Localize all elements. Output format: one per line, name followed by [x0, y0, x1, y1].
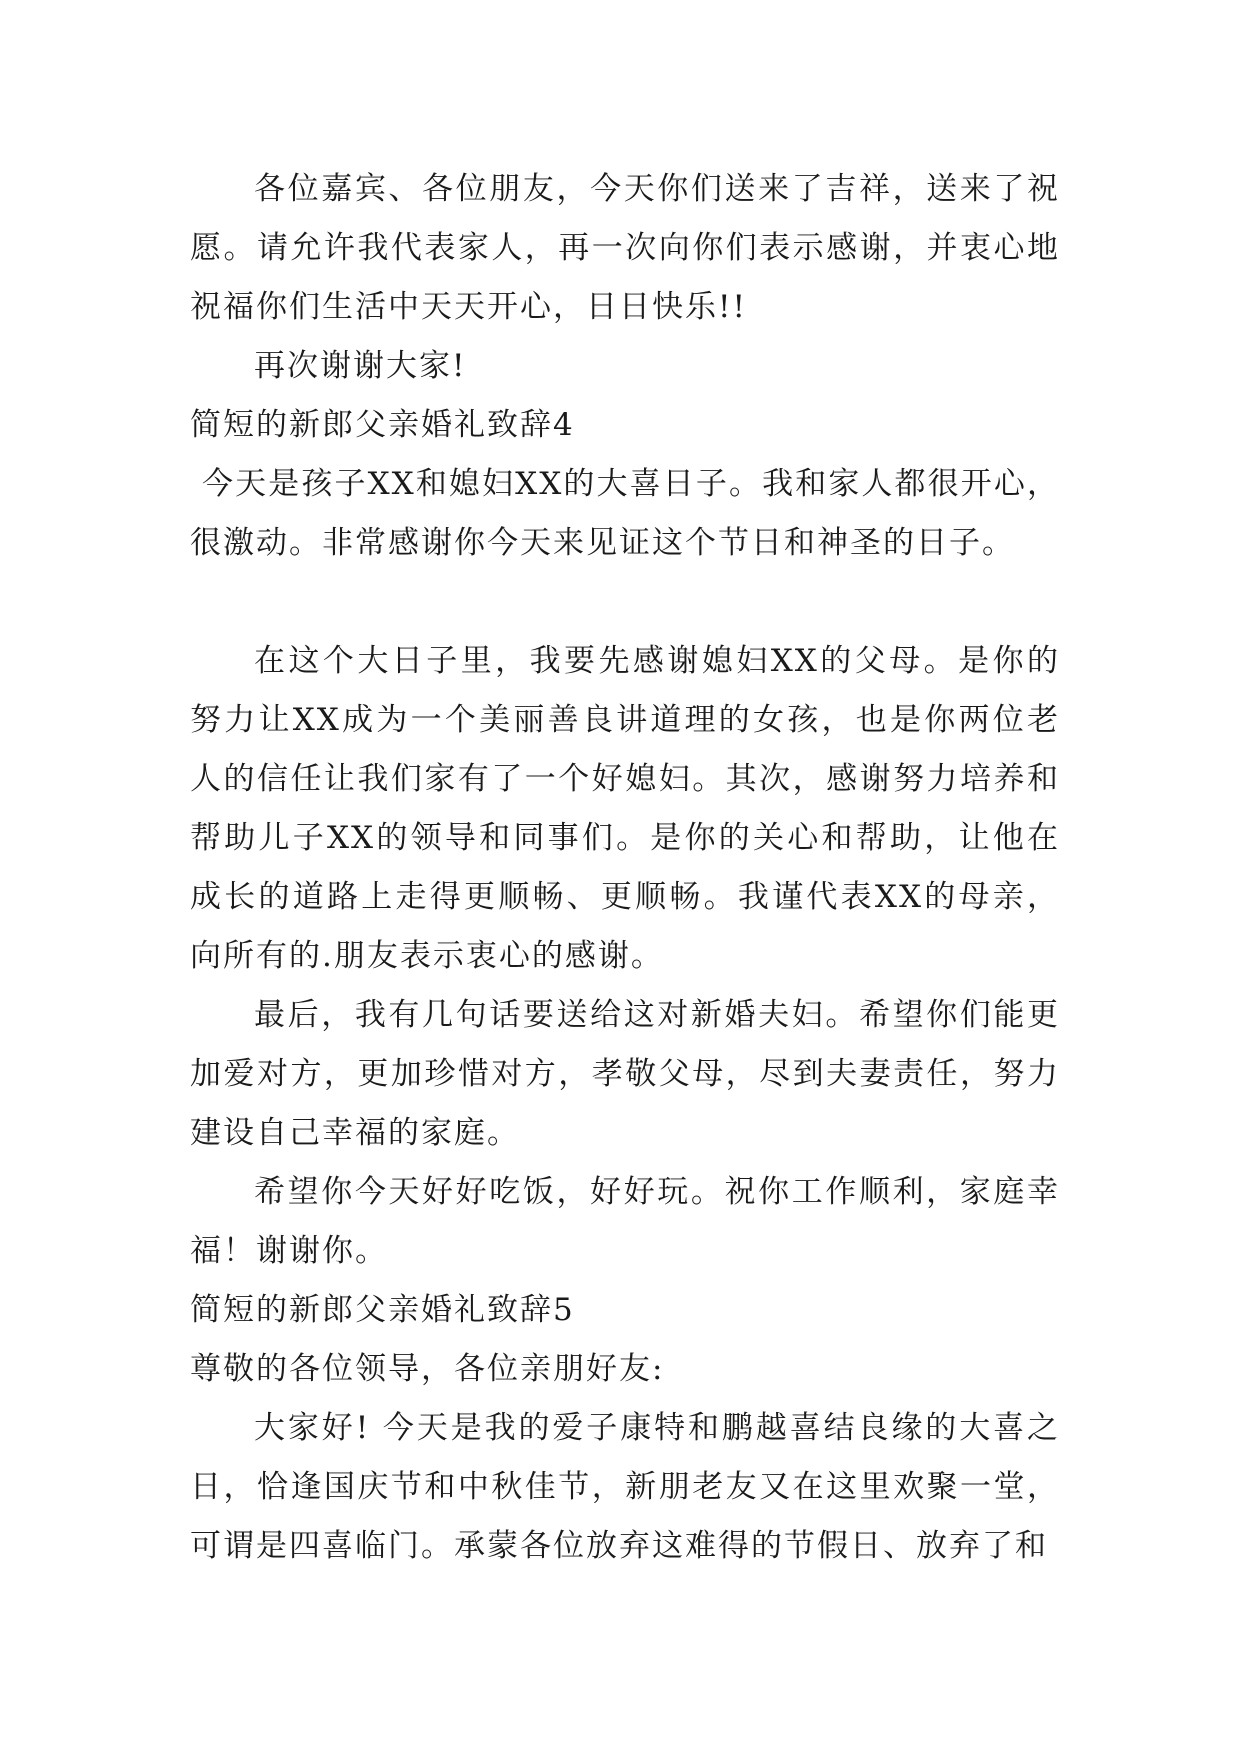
document-body — [190, 160, 1060, 1576]
blank-line — [190, 573, 1060, 632]
paragraph-greeting: 大家好! 今天是我的爱子康特和鹏越喜结良缘的大喜之日，恰逢国庆节和中秋佳节，新朋老友又在这里欢聚一堂，可谓是四喜临门。承蒙各位放弃这难得的节假日、放弃了和 — [190, 1410, 1060, 1564]
paragraph-closing-wishes: 希望你今天好好吃饭，好好玩。祝你工作顺利，家庭幸福！谢谢你。 — [190, 1174, 1060, 1269]
section-heading-4: 简短的新郎父亲婚礼致辞4 — [190, 407, 575, 443]
paragraph-wedding-day: 今天是孩子XX和媳妇XX的大喜日子。我和家人都很开心，很激动。非常感谢你今天来见证这个节日和神圣的日子。 — [190, 466, 1060, 561]
paragraph-thanks-again: 再次谢谢大家! — [254, 348, 467, 384]
paragraph-thanks-guests: 各位嘉宾、各位朋友，今天你们送来了吉祥，送来了祝愿。请允许我代表家人，再一次向你们表示感谢，并衷心地祝福你们生活中天天开心，日日快乐!! — [190, 171, 1060, 325]
section-heading-5: 简短的新郎父亲婚礼致辞5 — [190, 1292, 575, 1328]
paragraph-advice-couple: 最后，我有几句话要送给这对新婚夫妇。希望你们能更加爱对方，更加珍惜对方，孝敬父母，尽到夫妻责任，努力建设自己幸福的家庭。 — [190, 997, 1060, 1151]
paragraph-thank-parents: 在这个大日子里，我要先感谢媳妇XX的父母。是你的努力让XX成为一个美丽善良讲道理的女孩，也是你两位老人的信任让我们家有了一个好媳妇。其次，感谢努力培养和帮助儿子XX的领导和同事们。是你的关心和帮助，让他在成长的道路上走得更顺畅、更顺畅。我谨代表XX的母亲，向所有的.朋友表示衷心的感谢。 — [190, 643, 1060, 974]
paragraph-salutation: 尊敬的各位领导，各位亲朋好友: — [190, 1351, 665, 1387]
